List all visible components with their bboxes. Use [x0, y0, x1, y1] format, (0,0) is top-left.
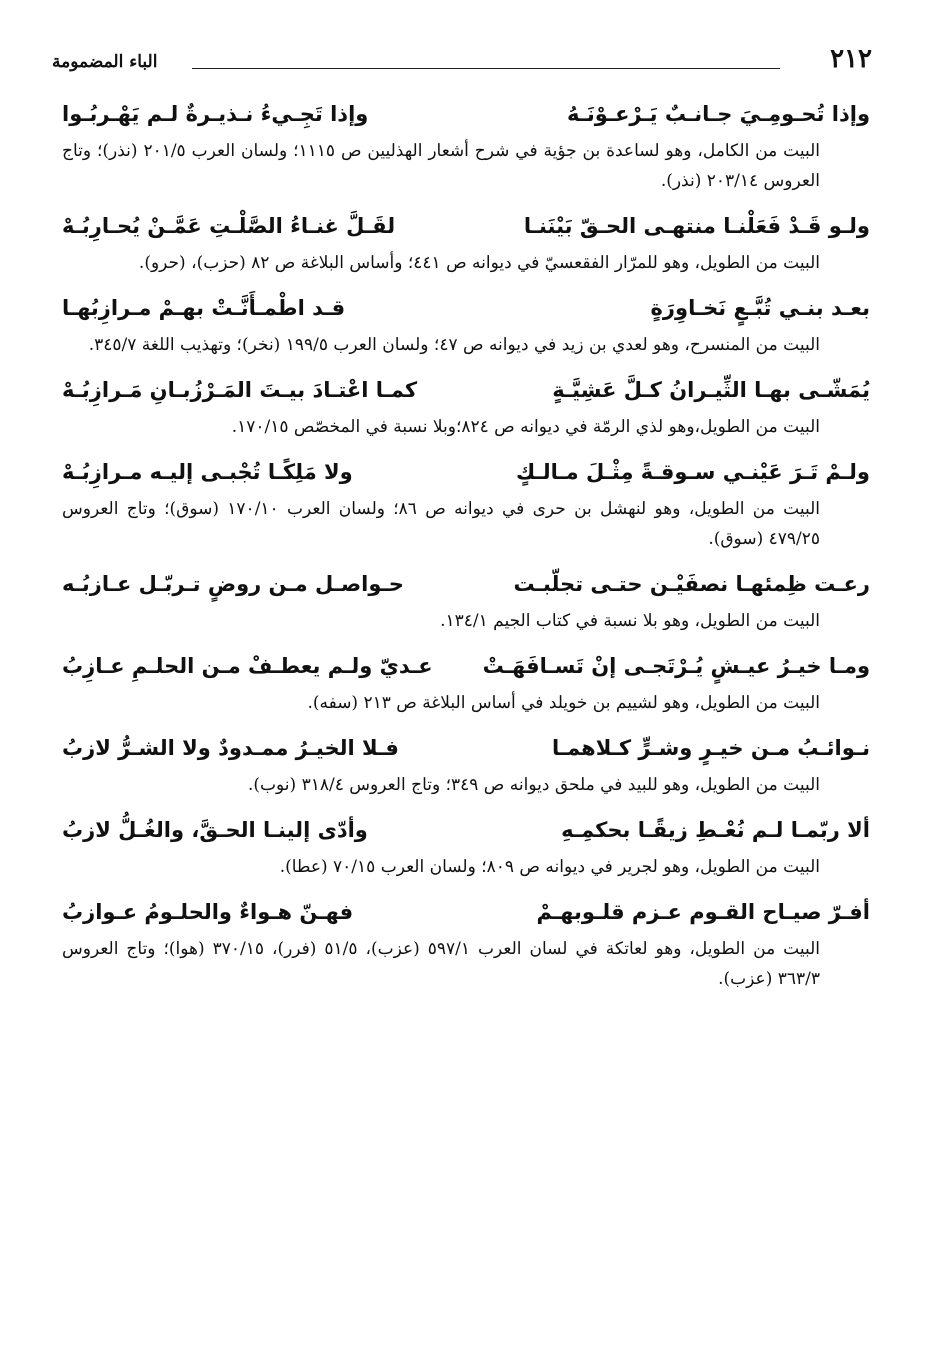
verse-line [62, 368, 870, 412]
first-hemistich: ولـو قَـدْ فَعَلْنـا منتهـى الحـقّ بَيْنَنـا [523, 214, 870, 238]
verse-note: البيت من الكامل، وهو لساعدة بن جؤية في شرح أشعار الهذليين ص ١١١٥؛ ولسان العرب ٢٠١/٥ (نذر)؛ وتاج العروس ٢٠٣/١٤ (نذر). [62, 141, 820, 191]
verse-note: البيت من الطويل، وهو لنهشل بن حرى في ديوانه ص ٨٦؛ ولسان العرب ١٧٠/١٠ (سوق)؛ وتاج العروس ٤٧٩/٢٥ (سوق). [62, 499, 820, 549]
verse-note: البيت من الطويل، وهو لجرير في ديوانه ص ٨٠٩؛ ولسان العرب ٧٠/١٥ (عطا). [279, 857, 820, 877]
verse-note: البيت من الطويل، وهو لعاتكة في لسان العرب ٥٩٧/١ (عزب)، ٥١/٥ (فرر)، ٣٧٠/١٥ (هوا)؛ وتاج العروس ٣٦٣/٣ (عزب). [62, 939, 821, 989]
first-hemistich: يُمَشّـى بهـا الثِّيـرانُ كـلَّ عَشِيَّـةٍ [552, 378, 870, 402]
verse-note: البيت من الطويل، وهو للمرّار الفقعسيّ في ديوانه ص ٤٤١؛ وأساس البلاغة ص ٨٢ (حزب)، (حرو). [138, 253, 820, 273]
verse-entry [62, 808, 870, 882]
verse-entry [62, 726, 870, 800]
first-hemistich: ومـا خيـرُ عيـشٍ يُـرْتَجـى إنْ تَسـافَهَـتْ [482, 654, 870, 678]
verse-note: البيت من المنسرح، وهو لعدي بن زيد في ديوانه ص ٤٧؛ ولسان العرب ١٩٩/٥ (نخر)؛ وتهذيب اللغة ٣٤٥/٧. [88, 335, 820, 355]
first-hemistich: نـوائـبُ مـن خيـرٍ وشـرٍّ كـلاهمـا [552, 736, 870, 760]
second-hemistich: فهـنّ هـواءٌ والحلـومُ عـوازبُ [62, 900, 354, 924]
verse-note: البيت من الطويل، وهو بلا نسبة في كتاب الجيم ١٣٤/١. [440, 611, 820, 631]
page-number: ٢١٢ [830, 44, 872, 74]
second-hemistich: وإذا تَجِـيءُ نـذيـرةٌ لـم يَهْـربُـوا [62, 102, 369, 126]
verse-entry [62, 204, 870, 278]
verse-entry [62, 644, 870, 718]
verse-entry [62, 890, 870, 994]
first-hemistich: وإذا تُحـومِـيَ جـانـبٌ يَـرْعـوْنَـهُ [566, 102, 870, 126]
header-rule [192, 68, 780, 69]
second-hemistich: حـواصـل مـن روضٍ تـربّـل عـازبُـه [62, 572, 404, 596]
page-header [52, 42, 872, 82]
verse-line [62, 450, 870, 494]
second-hemistich: فـلا الخيـرُ ممـدودٌ ولا الشـرُّ لازبُ [62, 736, 399, 760]
verse-entry [62, 562, 870, 636]
verse-entry [62, 286, 870, 360]
second-hemistich: وأدّى إلينـا الحـقَّ، والغُـلُّ لازبُ [62, 818, 368, 842]
verse-line [62, 644, 870, 688]
verse-line [62, 890, 870, 934]
second-hemistich: لقَـلَّ غنـاءُ الصَّلْـتِ عَمَّـنْ يُحـارِبُـهْ [62, 214, 396, 238]
section-title: الباء المضمومة [52, 52, 158, 72]
second-hemistich: ولا مَلِكًـا تُجْبـى إليـه مـرازِبُـهْ [62, 460, 353, 484]
first-hemistich: بعـد بنـي تُبَّـعٍ نَخـاوِرَةٍ [650, 296, 870, 320]
verse-line [62, 92, 870, 136]
verse-line [62, 726, 870, 770]
verse-line [62, 286, 870, 330]
second-hemistich: عـديّ ولـم يعطـفْ مـن الحلـمِ عـازِبُ [62, 654, 433, 678]
second-hemistich: قـد اطْمـأَنَّـتْ بهـمْ مـرازِبُهـا [62, 296, 346, 320]
second-hemistich: كمـا اعْتـادَ بيـتَ المَـرْزُبـانِ مَـرازِبُـهْ [62, 378, 418, 402]
verse-entry [62, 450, 870, 554]
first-hemistich: ولـمْ تَـرَ عَيْنـي سـوقـةً مِثْـلَ مـالـكٍ [515, 460, 870, 484]
verse-note: البيت من الطويل، وهو لشييم بن خويلد في أساس البلاغة ص ٢١٣ (سفه). [307, 693, 820, 713]
first-hemistich: ألا ربّمـا لـم نُعْـطِ زيقًـا بحكمِـهِ [561, 818, 870, 842]
first-hemistich: أفـرّ صيـاح القـوم عـزم قلـوبهـمْ [536, 900, 870, 924]
verse-line [62, 808, 870, 852]
verse-note: البيت من الطويل، وهو للبيد في ملحق ديوانه ص ٣٤٩؛ وتاج العروس ٣١٨/٤ (نوب). [247, 775, 820, 795]
verse-line [62, 204, 870, 248]
verse-line [62, 562, 870, 606]
verse-entry [62, 92, 870, 196]
first-hemistich: رعـت ظِمئهـا نصفَيْـن حتـى تجلّبـت [513, 572, 870, 596]
verse-entry [62, 368, 870, 442]
verse-entries [62, 92, 870, 1002]
verse-note: البيت من الطويل،وهو لذي الرمّة في ديوانه ص ٨٢٤؛وبلا نسبة في المخصّص ١٧٠/١٥. [231, 417, 820, 437]
